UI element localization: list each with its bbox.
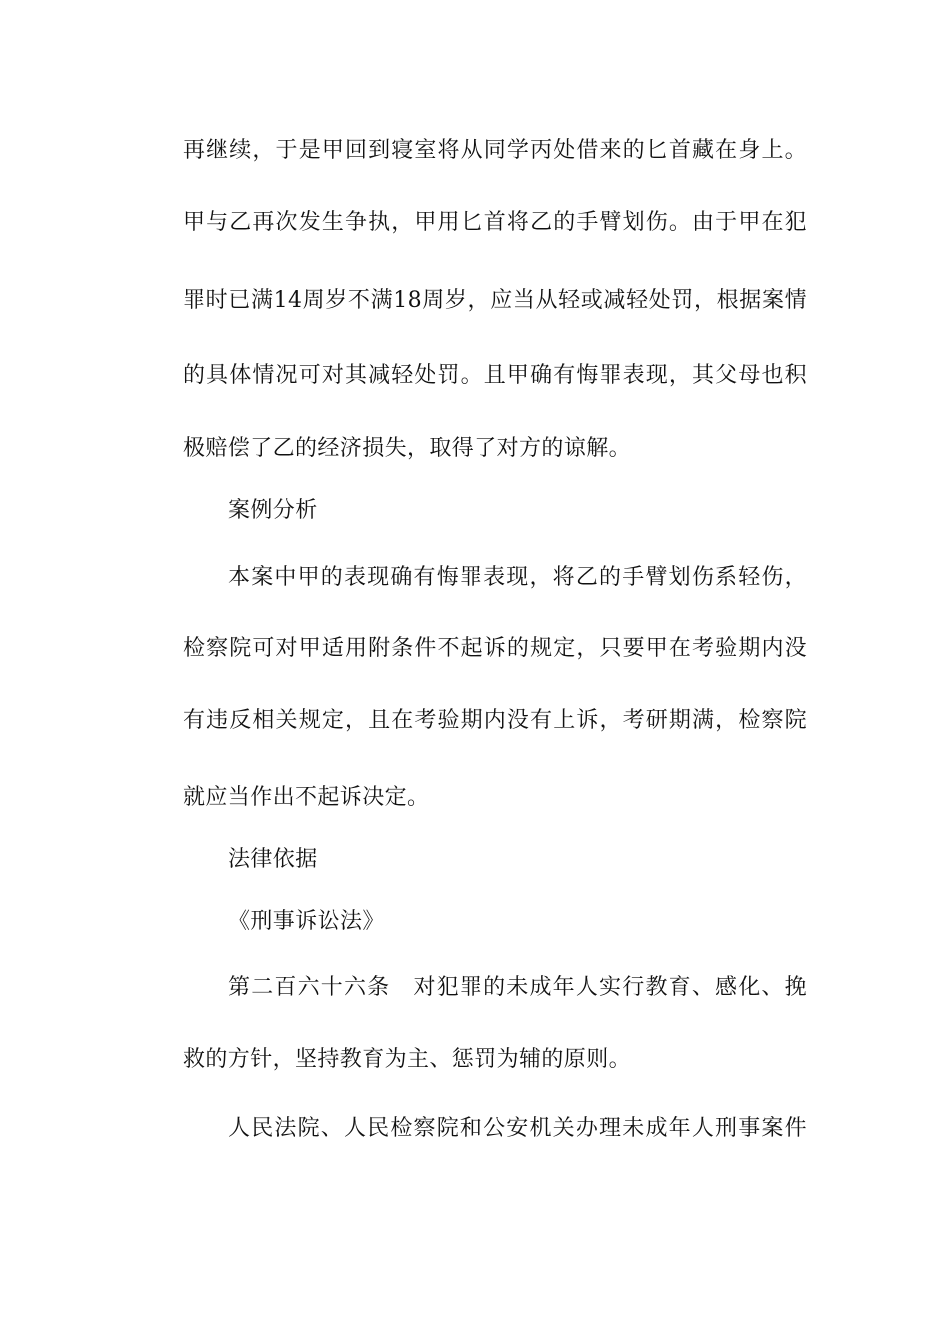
section-heading: 法律依据 bbox=[228, 847, 318, 872]
paragraph-line: 有违反相关规定，且在考验期内没有上诉，考研期满，检察院 bbox=[183, 708, 807, 733]
paragraph-line: 就应当作出不起诉决定。 bbox=[183, 785, 430, 810]
paragraph-line: 再继续，于是甲回到寝室将从同学丙处借来的匕首藏在身上。 bbox=[183, 138, 807, 163]
paragraph-line: 极赔偿了乙的经济损失，取得了对方的谅解。 bbox=[183, 436, 632, 461]
paragraph-line: 甲与乙再次发生争执，甲用匕首将乙的手臂划伤。由于甲在犯 bbox=[183, 210, 807, 235]
paragraph-line: 罪时已满14周岁不满18周岁，应当从轻或减轻处罚，根据案情 bbox=[183, 288, 807, 313]
section-heading: 案例分析 bbox=[228, 498, 318, 523]
paragraph-line: 人民法院、人民检察院和公安机关办理未成年人刑事案件 bbox=[228, 1116, 807, 1141]
paragraph-line: 救的方针，坚持教育为主、惩罚为辅的原则。 bbox=[183, 1047, 632, 1072]
paragraph-line: 第二百六十六条 对犯罪的未成年人实行教育、感化、挽 bbox=[228, 975, 807, 1000]
paragraph-line: 本案中甲的表现确有悔罪表现，将乙的手臂划伤系轻伤， bbox=[228, 565, 807, 590]
paragraph-line: 检察院可对甲适用附条件不起诉的规定，只要甲在考验期内没 bbox=[183, 636, 807, 661]
paragraph-line: 的具体情况可对其减轻处罚。且甲确有悔罪表现，其父母也积 bbox=[183, 363, 807, 388]
law-title: 《刑事诉讼法》 bbox=[228, 909, 385, 934]
